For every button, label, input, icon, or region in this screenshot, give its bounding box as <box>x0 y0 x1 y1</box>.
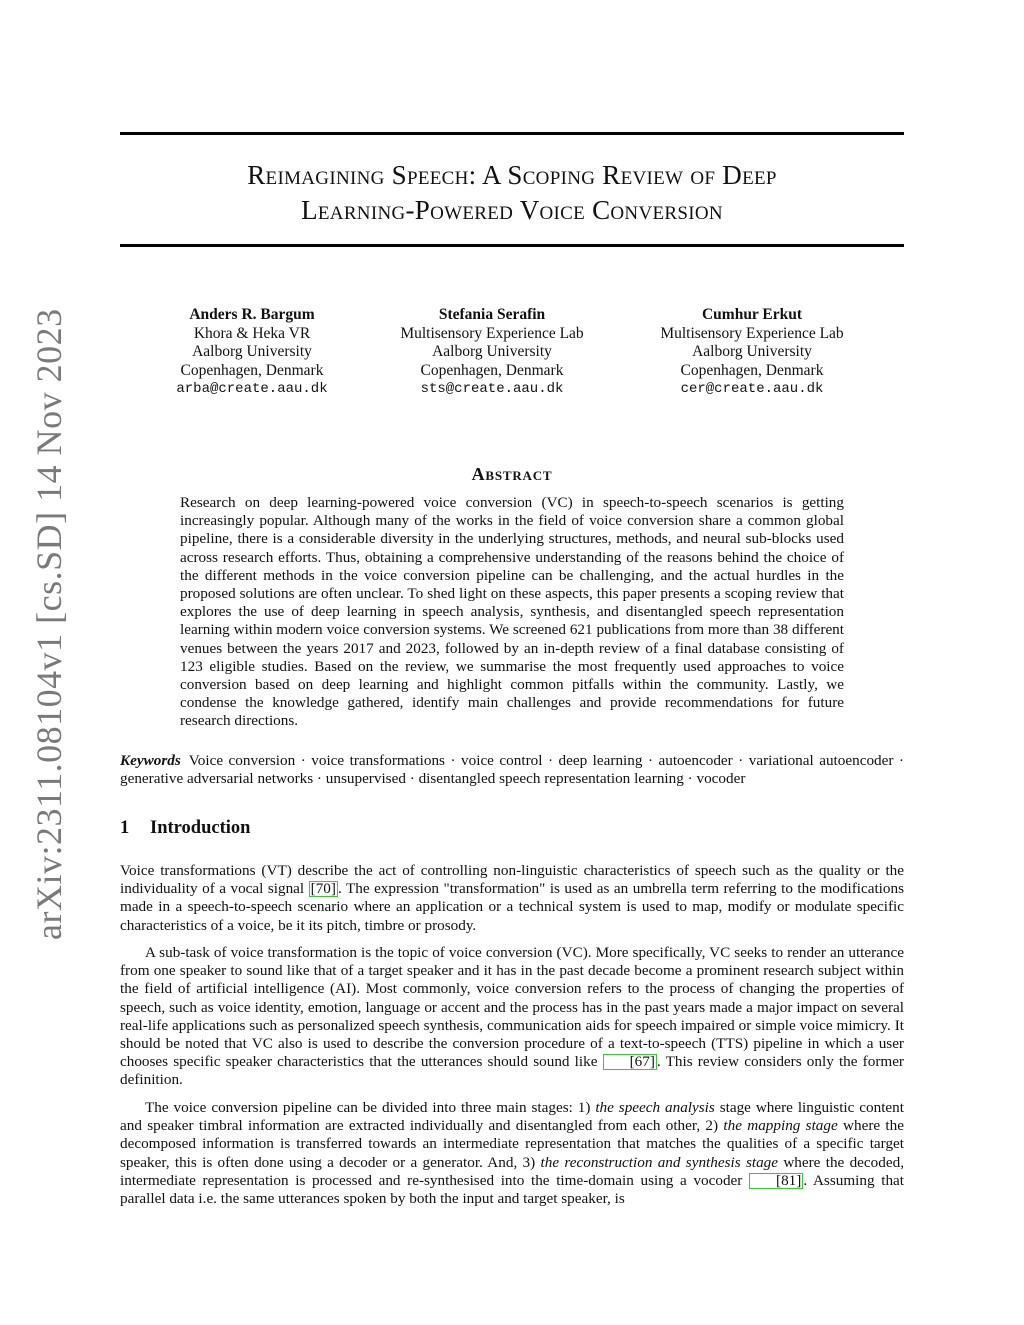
title-line-1: Reimagining Speech: A Scoping Review of Deep <box>247 160 777 190</box>
author-affiliation: Multisensory Experience Lab <box>660 324 844 342</box>
author-3 <box>642 306 862 399</box>
text-run: A sub-task of voice transformation is the topic of voice conversion (VC). More specifically, VC seeks to render an utterance from one speaker to sound like that of a target speaker and it has in the past decade become a prominent research subject within the field of artificial intelligence (AI). Most commonly, voice conversion refers to the process of changing the properties of speech, such as voice identity, emotion, language or accent and the process has in the past years made a major impact on several real-life applications such as personalized speech synthesis, communication aids for speech impaired or simple voice mimicry. It should be noted that VC also is used to describe the conversion procedure of a text-to-speech (TTS) pipeline in which a user chooses specific speaker characteristics that the utterances should sound like <box>120 944 904 1071</box>
author-email[interactable]: arba@create.aau.dk <box>176 381 328 397</box>
paragraph-3 <box>120 1099 904 1216</box>
emphasis-text: the speech analysis <box>595 1099 715 1116</box>
text-run: . This review considers only the former definition. <box>120 1053 904 1089</box>
author-email[interactable]: sts@create.aau.dk <box>420 381 564 397</box>
citation-link[interactable]: [70] <box>310 880 336 898</box>
author-location: Copenhagen, Denmark <box>420 361 564 379</box>
text-run: The voice conversion pipeline can be divided into three main stages: 1) <box>145 1099 596 1116</box>
title-rule-top <box>120 132 904 135</box>
paragraph-1 <box>120 862 904 943</box>
author-university: Aalborg University <box>192 343 312 360</box>
author-2 <box>382 306 602 399</box>
citation-link[interactable]: [67] <box>603 1054 657 1070</box>
author-1 <box>147 306 357 399</box>
author-affiliation: Multisensory Experience Lab <box>400 324 584 342</box>
abstract-text: Research on deep learning-powered voice conversion (VC) in speech-to-speech scenarios is getting increasingly popular. Although many of the works in the field of voice conversion share a common global pipeline, there is a considerable diversity in the underlying structures, methods, and neural sub-blocks used across research efforts. Thus, obtaining a comprehensive understanding of the reasons behind the choice of the different methods in the voice conversion pipeline can be challenging, and the actual hurdles in the proposed solutions are often unclear. To shed light on these aspects, this paper presents a scoping review that explores the use of deep learning in speech analysis, synthesis, and disentangled speech representation learning within modern voice conversion systems. We screened 621 publications from more than 38 different venues between the years 2017 and 2023, followed by an in-depth review of a final database consisting of 123 eligible studies. Based on the review, we summarise the most frequently used approaches to voice conversion based on deep learning and highlight common pitfalls within the community. Lastly, we condense the knowledge gathered, identify main challenges and provide recommendations for future research directions. <box>180 494 844 730</box>
text-run: where the decoded, intermediate representation is processed and re-synthesised into the time-domain using a vocoder <box>120 1153 904 1189</box>
section-heading-introduction <box>120 818 904 839</box>
author-university: Aalborg University <box>692 343 812 360</box>
emphasis-text: the mapping stage <box>723 1117 838 1135</box>
abstract-heading: Abstract <box>471 464 553 484</box>
section-number: 1 <box>120 818 130 838</box>
paragraph-2 <box>120 944 904 1098</box>
keywords-text: Voice conversion · voice transformations · voice control · deep learning · autoencoder · variational autoencoder · generative adversarial networks · unsupervised · disentangled speech representation learning · vocoder <box>120 752 904 788</box>
text-run: Voice transformations (VT) describe the act of controlling non-linguistic characteristics of speech such as the quality or the individuality of a vocal signal <box>120 862 904 898</box>
text-run: . Assuming that parallel data i.e. the same utterances spoken by both the input and target speaker, is <box>120 1171 904 1208</box>
section-title: Introduction <box>150 818 251 838</box>
author-block <box>120 306 904 406</box>
keywords <box>120 752 904 788</box>
title-rule-bottom <box>120 244 904 247</box>
title-line-2: Learning-Powered Voice Conversion <box>301 195 723 225</box>
arxiv-identifier[interactable]: arXiv:2311.08104v1 [cs.SD] 14 Nov 2023 <box>29 308 69 940</box>
text-run: stage where linguistic content and speaker timbral information are extracted individually and disentangled from each other, 2) <box>120 1099 904 1135</box>
author-email[interactable]: cer@create.aau.dk <box>680 381 824 397</box>
keywords-label: Keywords <box>120 752 181 769</box>
author-location: Copenhagen, Denmark <box>180 361 324 379</box>
author-university: Aalborg University <box>432 343 552 360</box>
paper-title <box>120 158 904 228</box>
citation-link[interactable]: [81] <box>749 1173 803 1189</box>
author-name: Anders R. Bargum <box>189 306 315 323</box>
text-run: . The expression "transformation" is used as an umbrella term referring to the modifications made in a speech-to-speech scenario where an application or a technical system is used to map, modify or modulate specific characteristics of a voice, be it its pitch, timbre or prosody. <box>120 880 904 934</box>
author-name: Stefania Serafin <box>438 306 546 323</box>
author-location: Copenhagen, Denmark <box>680 361 824 379</box>
author-affiliation: Khora & Heka VR <box>193 324 311 342</box>
text-run: where the decomposed information is transferred towards an intermediate representation that matches the qualities of a specific target speaker, this is often done using a decoder or a generator. And, 3) <box>120 1117 904 1171</box>
author-name: Cumhur Erkut <box>701 306 803 323</box>
emphasis-text: the reconstruction and synthesis stage <box>540 1153 779 1171</box>
